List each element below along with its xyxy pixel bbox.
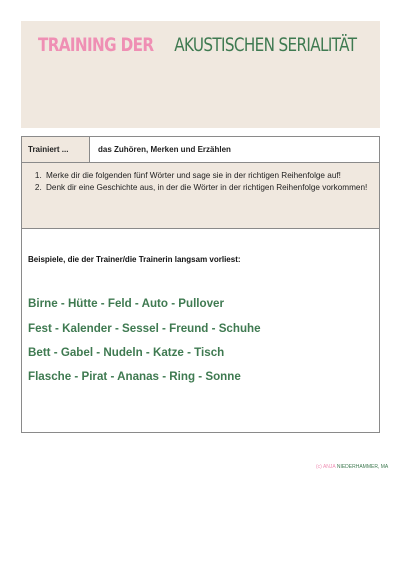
instructions-box xyxy=(22,163,379,229)
instruction-item: 1. Merke dir die folgenden fünf Wörter und sage sie in der richtigen Reihenfolge auf! xyxy=(44,170,382,182)
footer-name: NIEDERHAMMER, MA xyxy=(336,464,389,470)
page-title xyxy=(38,30,357,60)
instructions-list xyxy=(30,170,382,194)
trained-value: das Zuhören, Merken und Erzählen xyxy=(98,145,231,154)
word-sequence: Birne - Hütte - Feld - Auto - Pullover xyxy=(28,297,225,310)
title-part-1: TRAINING DER xyxy=(38,34,154,56)
word-sequence: Fest - Kalender - Sessel - Freund - Schuhe xyxy=(28,322,261,335)
trained-row xyxy=(22,137,379,163)
instruction-item: 2. Denk dir eine Geschichte aus, in der die Wörter in der richtigen Reihenfolge vorkommen! xyxy=(44,182,382,194)
word-sequence: Flasche - Pirat - Ananas - Ring - Sonne xyxy=(28,370,241,383)
footer-credit xyxy=(316,464,388,470)
title-part-2: AKUSTISCHEN SERIALITÄT xyxy=(174,34,357,56)
footer-prefix: (c) ANJA xyxy=(316,464,336,470)
trained-label: Trainiert ... xyxy=(22,137,90,162)
word-sequence: Bett - Gabel - Nudeln - Katze - Tisch xyxy=(28,346,225,359)
examples-label: Beispiele, die der Trainer/die Trainerin langsam vorliest: xyxy=(28,255,241,264)
exercise-card xyxy=(21,136,380,433)
